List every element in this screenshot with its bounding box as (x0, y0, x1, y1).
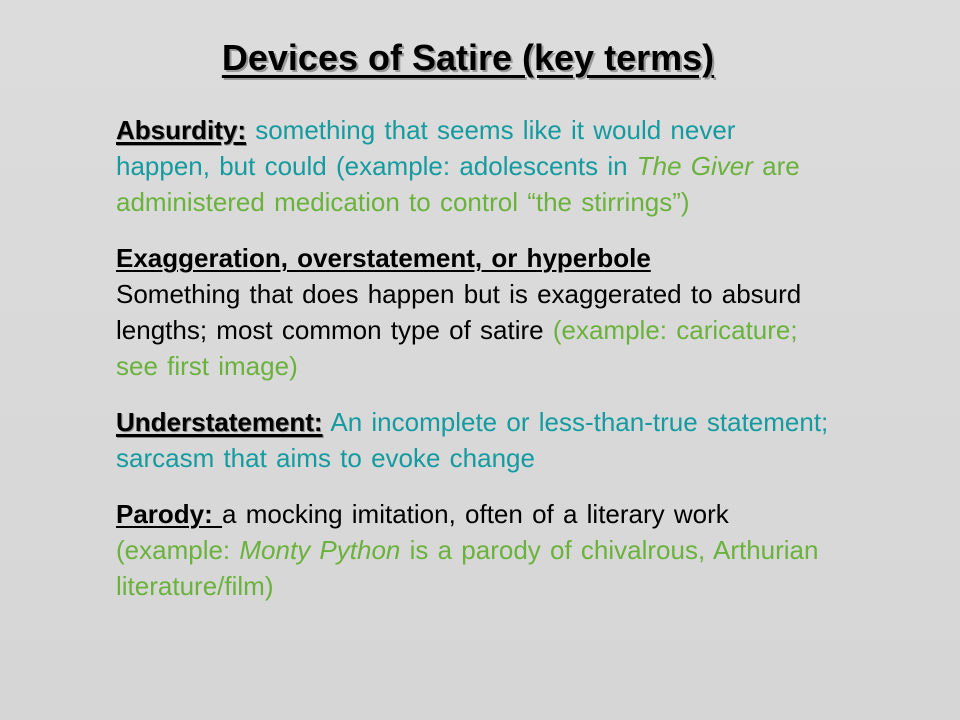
term-example-open: (example: adolescents in (326, 151, 637, 181)
term-item-exaggeration (116, 240, 836, 384)
term-example-close: is a parody of chivalrous, Arthurian literature/film) (116, 535, 819, 601)
term-label: Exaggeration, overstatement, or hyperbole (116, 243, 651, 273)
term-example: (example: caricature; see first image) (116, 315, 798, 381)
term-definition: An incomplete or less-than-true statement; sarcasm that aims to evoke change (116, 407, 829, 473)
terms-list (116, 112, 836, 624)
slide-title: Devices of Satire (key terms) (221, 37, 715, 78)
term-definition: a mocking imitation, often of a literary work (222, 499, 729, 529)
term-definition: Something that does happen but is exaggerated to absurd lengths; most common type of satire (116, 279, 802, 345)
term-example-title: Monty Python (239, 535, 401, 565)
term-example-open: (example: (116, 535, 240, 565)
term-example-title: The Giver (636, 151, 753, 181)
term-example-close: are administered medication to control “the stirrings”) (116, 151, 800, 217)
term-item-parody (116, 496, 836, 604)
term-item-understatement (116, 404, 836, 476)
term-label: Understatement: (116, 407, 323, 437)
term-label: Absurdity: (116, 115, 246, 145)
term-label: Parody: (116, 499, 223, 529)
term-definition: something that seems like it would never happen, but could (116, 115, 736, 181)
term-item-absurdity (116, 112, 836, 220)
